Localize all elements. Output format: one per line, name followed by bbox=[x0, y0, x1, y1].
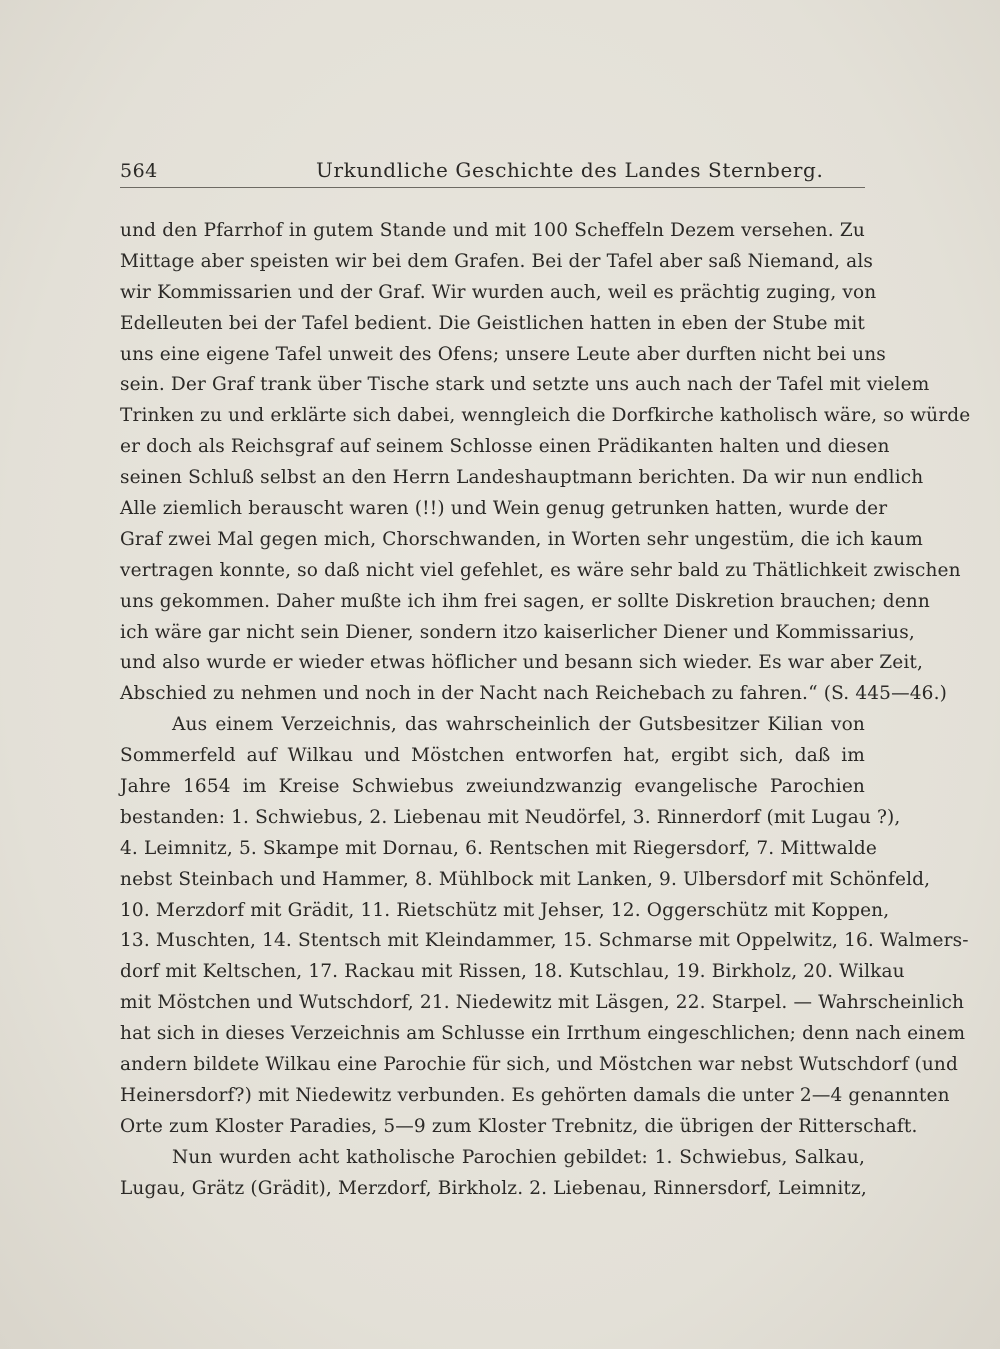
text-line: Trinken zu und erklärte sich dabei, wenngleich die Dorfkirche katholisch wäre, so würde bbox=[120, 405, 971, 427]
text-line: andern bildete Wilkau eine Parochie für sich, und Möstchen war nebst Wutschdorf (und bbox=[120, 1054, 958, 1076]
text-line: Jahre 1654 im Kreise Schwiebus zweiundzwanzig evangelische Parochien bbox=[120, 776, 865, 798]
text-line: nebst Steinbach und Hammer, 8. Mühlbock mit Lanken, 9. Ulbersdorf mit Schönfeld, bbox=[120, 868, 931, 890]
text-line: Edelleuten bei der Tafel bedient. Die Geistlichen hatten in eben der Stube mit bbox=[120, 312, 866, 334]
header-rule bbox=[120, 187, 865, 188]
body-text bbox=[120, 216, 971, 1205]
text-line: Graf zwei Mal gegen mich, Chorschwanden, in Worten sehr ungestüm, die ich kaum bbox=[120, 528, 923, 550]
text-line: vertragen konnte, so daß nicht viel gefehlet, es wäre sehr bald zu Thätlichkeit zwischen bbox=[120, 559, 961, 581]
text-line: bestanden: 1. Schwiebus, 2. Liebenau mit Neudörfel, 3. Rinnerdorf (mit Lugau ?), bbox=[120, 806, 901, 828]
page-header bbox=[120, 156, 865, 186]
text-line: Mittage aber speisten wir bei dem Grafen. Bei der Tafel aber saß Niemand, als bbox=[120, 250, 874, 272]
text-line: Alle ziemlich berauscht waren (!!) und Wein genug getrunken hatten, wurde der bbox=[120, 498, 888, 520]
text-line: Orte zum Kloster Paradies, 5—9 zum Kloster Trebnitz, die übrigen der Ritterschaft. bbox=[120, 1115, 918, 1137]
text-line: seinen Schluß selbst an den Herrn Landeshauptmann berichten. Da wir nun endlich bbox=[120, 467, 924, 489]
text-line: Abschied zu nehmen und noch in der Nacht nach Reichebach zu fahren.“ (S. 445—46.) bbox=[120, 683, 947, 705]
text-line: und also wurde er wieder etwas höflicher und besann sich wieder. Es war aber Zeit, bbox=[120, 652, 924, 674]
running-title: Urkundliche Geschichte des Landes Sternberg. bbox=[316, 158, 824, 182]
text-line: 4. Leimnitz, 5. Skampe mit Dornau, 6. Rentschen mit Riegersdorf, 7. Mittwalde bbox=[120, 837, 877, 859]
text-line: ich wäre gar nicht sein Diener, sondern itzo kaiserlicher Diener und Kommissarius, bbox=[120, 621, 915, 643]
text-line: Sommerfeld auf Wilkau und Möstchen entworfen hat, ergibt sich, daß im bbox=[120, 745, 865, 767]
text-line: sein. Der Graf trank über Tische stark und setzte uns auch nach der Tafel mit vielem bbox=[120, 374, 930, 396]
text-line: Heinersdorf?) mit Niedewitz verbunden. Es gehörten damals die unter 2—4 genannten bbox=[120, 1084, 950, 1106]
text-line: dorf mit Keltschen, 17. Rackau mit Rissen, 18. Kutschlau, 19. Birkholz, 20. Wilkau bbox=[120, 961, 905, 983]
text-line: uns eine eigene Tafel unweit des Ofens; unsere Leute aber durften nicht bei uns bbox=[120, 343, 886, 365]
text-line: hat sich in dieses Verzeichnis am Schlusse ein Irrthum eingeschlichen; denn nach einem bbox=[120, 1023, 966, 1045]
text-line: Aus einem Verzeichnis, das wahrscheinlich der Gutsbesitzer Kilian von bbox=[172, 714, 865, 736]
text-line: wir Kommissarien und der Graf. Wir wurden auch, weil es prächtig zuging, von bbox=[120, 281, 877, 303]
text-line: 10. Merzdorf mit Grädit, 11. Rietschütz mit Jehser, 12. Oggerschütz mit Koppen, bbox=[120, 899, 890, 921]
text-line: uns gekommen. Daher mußte ich ihm frei sagen, er sollte Diskretion brauchen; denn bbox=[120, 590, 930, 612]
page-number: 564 bbox=[120, 160, 158, 182]
text-line: mit Möstchen und Wutschdorf, 21. Niedewitz mit Läsgen, 22. Starpel. — Wahrscheinlich bbox=[120, 992, 965, 1014]
text-line: und den Pfarrhof in gutem Stande und mit 100 Scheffeln Dezem versehen. Zu bbox=[120, 220, 865, 241]
text-line: Nun wurden acht katholische Parochien gebildet: 1. Schwiebus, Salkau, bbox=[172, 1146, 865, 1168]
text-line: Lugau, Grätz (Grädit), Merzdorf, Birkholz. 2. Liebenau, Rinnersdorf, Leimnitz, bbox=[120, 1177, 867, 1199]
text-line: er doch als Reichsgraf auf seinem Schlosse einen Prädikanten halten und diesen bbox=[120, 436, 890, 458]
text-line: 13. Muschten, 14. Stentsch mit Kleindammer, 15. Schmarse mit Oppelwitz, 16. Walmers- bbox=[120, 930, 969, 952]
